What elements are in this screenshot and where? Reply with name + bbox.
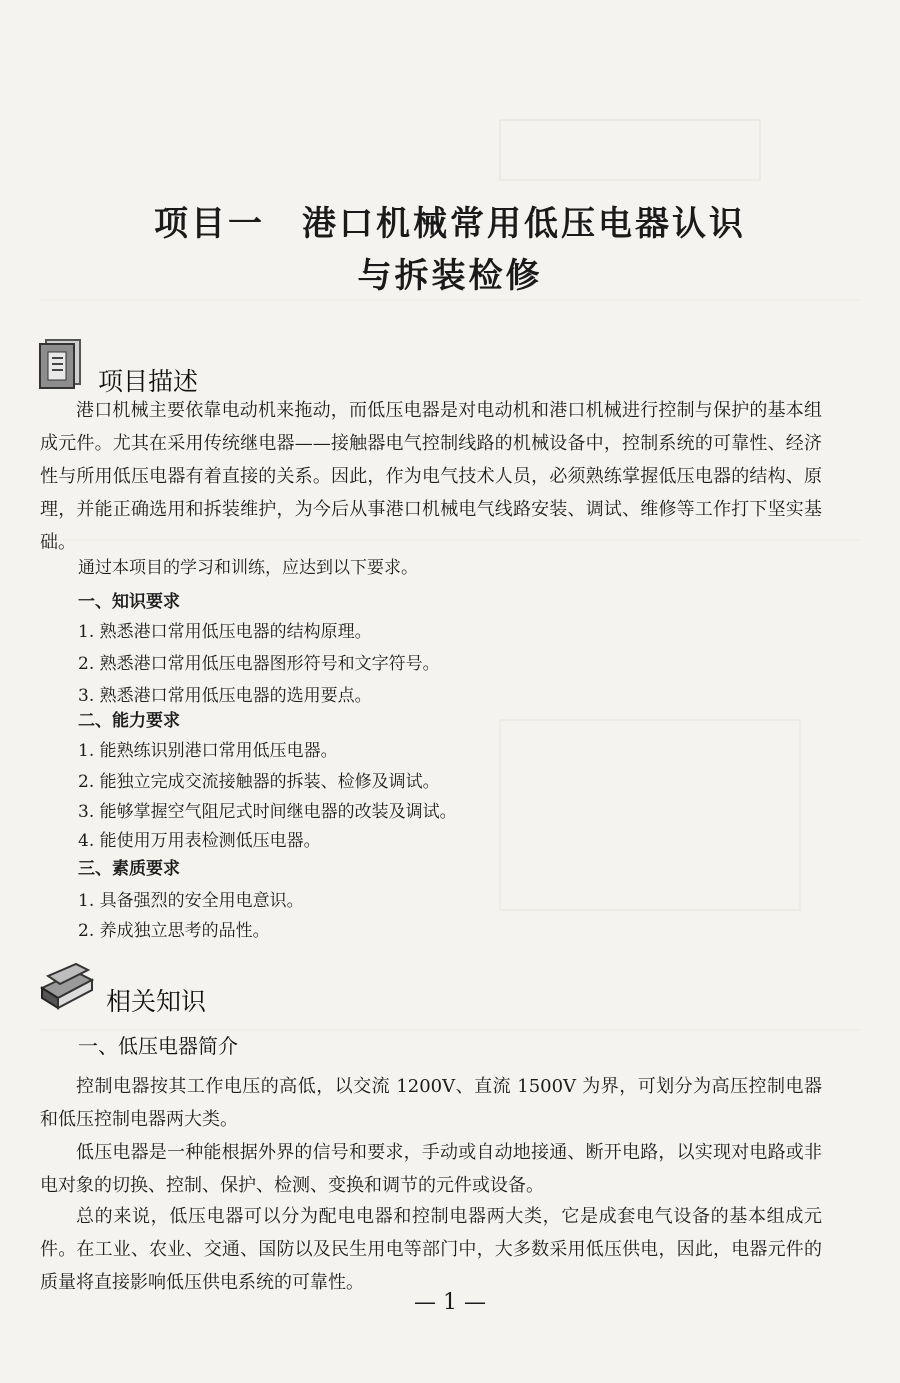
related-knowledge-paragraph: 总的来说，低压电器可以分为配电电器和控制电器两大类，它是成套电气设备的基本组成元件。在工业、农业、交通、国防以及民生用电等部门中，大多数采用低压供电，因此，电器元件的质量将直接影响低压供电系统的可靠性。 <box>40 1206 822 1293</box>
related-knowledge-paragraph: 控制电器按其工作电压的高低，以交流 1200V、直流 1500V 为界，可划分为高压控制电器和低压控制电器两大类。 <box>40 1076 822 1130</box>
books-stack-icon <box>36 958 96 1018</box>
project-description-paragraph: 港口机械主要依靠电动机来拖动，而低压电器是对电动机和港口机械进行控制与保护的基本组成元件。尤其在采用传统继电器——接触器电气控制线路的机械设备中，控制系统的可靠性、经济性与所用低压电器有着直接的关系。因此，作为电气技术人员，必须熟练掌握低压电器的结构、原理，并能正确选用和拆装维护，为今后从事港口机械电气线路安装、调试、维修等工作打下坚实基础。 <box>40 400 822 553</box>
ability-item: 4. 能使用万用表检测低压电器。 <box>78 831 321 851</box>
related-knowledge-paragraph: 低压电器是一种能根据外界的信号和要求，手动或自动地接通、断开电路，以实现对电路或非电对象的切换、控制、保护、检测、变换和调节的元件或设备。 <box>40 1142 822 1196</box>
ability-item: 2. 能独立完成交流接触器的拆装、检修及调试。 <box>78 772 440 792</box>
page-number: — 1 — <box>414 1290 486 1315</box>
section-heading-related-knowledge: 相关知识 <box>106 987 207 1016</box>
knowledge-item: 1. 熟悉港口常用低压电器的结构原理。 <box>78 622 372 642</box>
section-heading-project-description: 项目描述 <box>98 367 199 396</box>
project-title-line-1: 项目一 港口机械常用低压电器认识 <box>154 204 746 244</box>
requirements-intro: 通过本项目的学习和训练，应达到以下要求。 <box>78 558 418 578</box>
knowledge-item: 3. 熟悉港口常用低压电器的选用要点。 <box>78 686 372 706</box>
project-title-line-2: 与拆装检修 <box>357 256 543 296</box>
knowledge-item: 2. 熟悉港口常用低压电器图形符号和文字符号。 <box>78 654 440 674</box>
quality-item: 1. 具备强烈的安全用电意识。 <box>78 891 304 911</box>
ability-item: 3. 能够掌握空气阻尼式时间继电器的改装及调试。 <box>78 802 457 822</box>
subsection-heading-low-voltage-intro: 一、低压电器简介 <box>78 1034 238 1058</box>
ability-item: 1. 能熟练识别港口常用低压电器。 <box>78 741 338 761</box>
knowledge-requirements-title: 一、知识要求 <box>78 592 180 612</box>
book-icon <box>36 334 92 394</box>
quality-requirements-title: 三、素质要求 <box>78 859 180 879</box>
quality-item: 2. 养成独立思考的品性。 <box>78 921 270 941</box>
ability-requirements-title: 二、能力要求 <box>78 711 180 731</box>
